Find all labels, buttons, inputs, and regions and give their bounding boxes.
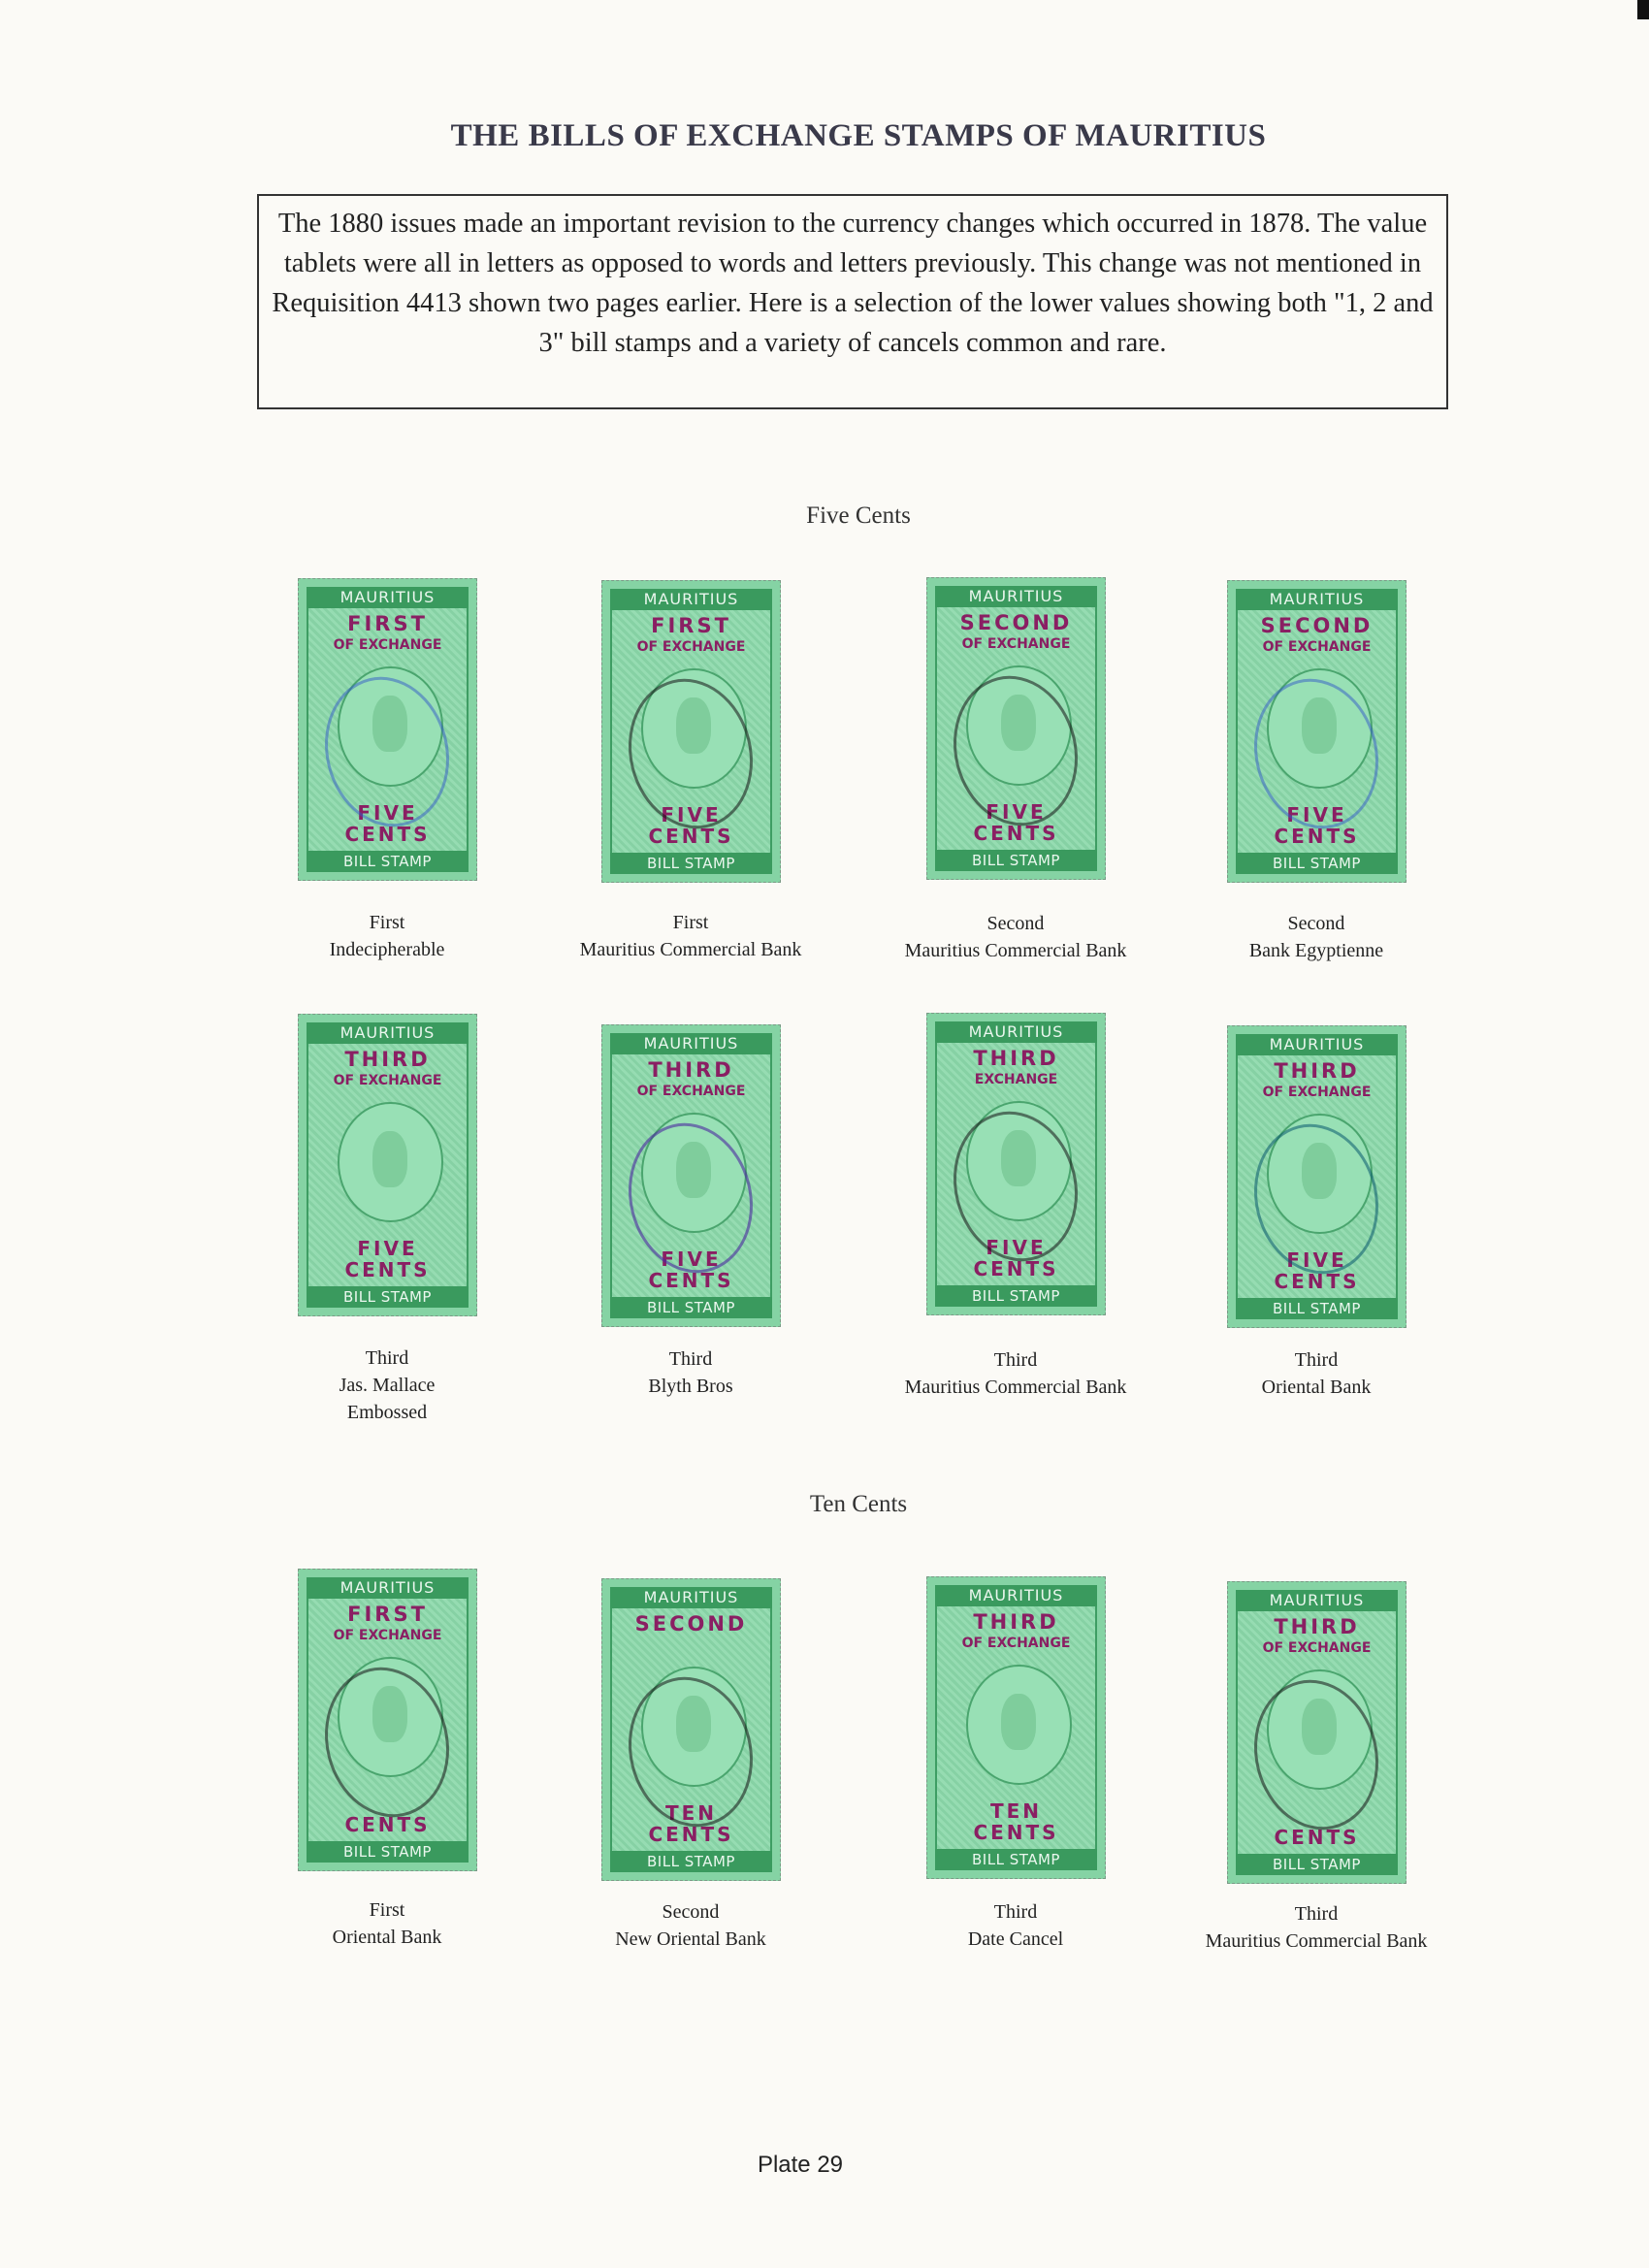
stamp-caption [1171,910,1462,964]
stamp-exchange-text: OF EXCHANGE [1262,639,1372,655]
stamp-bill-stamp-tab: BILL STAMP [1236,1298,1398,1319]
stamp-exchange-text: EXCHANGE [974,1072,1058,1087]
caption-line: Mauritius Commercial Bank [904,1377,1127,1398]
stamp-exchange-text: OF EXCHANGE [961,1636,1071,1651]
caption-line: Oriental Bank [1261,1377,1372,1398]
caption-line: Second [662,1901,720,1923]
stamp-value-line: TEN [664,1801,718,1825]
stamp-bill-stamp-tab: BILL STAMP [307,1286,469,1308]
bill-stamp [601,580,781,883]
stamp-value-line: CENTS [973,822,1059,845]
caption-line: Third [365,1347,409,1369]
stamp-exchange-text: OF EXCHANGE [961,636,1071,652]
bill-stamp [1227,1025,1406,1328]
stamp-value-line: CENTS [648,825,734,848]
caption-line: Third [1294,1903,1339,1925]
queen-victoria-portrait-icon [338,1102,443,1222]
stamp-country-tab: MAURITIUS [1236,1590,1398,1611]
stamp-value-line: CENTS [648,1823,734,1846]
stamp-value-line: FIVE [986,1236,1047,1259]
stamp-value-line: FIVE [661,1247,722,1271]
caption-line: Mauritius Commercial Bank [904,940,1127,961]
stamp-caption [242,1345,533,1426]
caption-line: Third [993,1901,1038,1923]
stamp-caption [242,909,533,963]
caption-line: Second [1287,913,1345,934]
stamp-bill-stamp-tab: BILL STAMP [935,850,1097,871]
stamp-exchange-text: OF EXCHANGE [636,1084,746,1099]
bill-stamp [926,577,1106,880]
stamp-bill-stamp-tab: BILL STAMP [610,1851,772,1872]
stamp-ordinal: FIRST [347,612,428,635]
bill-stamp [298,1014,477,1316]
stamp-caption [545,1898,836,1953]
caption-line: Mauritius Commercial Bank [1205,1930,1428,1952]
bill-stamp [926,1576,1106,1879]
bill-stamp [601,1578,781,1881]
stamp-caption [1171,1346,1462,1401]
stamp-ordinal: SECOND [1260,614,1374,637]
stamp-exchange-text: OF EXCHANGE [636,639,746,655]
stamp-value-tablet [299,1238,476,1280]
stamp-caption [870,1346,1161,1401]
stamp-value-line: CENTS [1274,1826,1360,1849]
stamp-bill-stamp-tab: BILL STAMP [935,1285,1097,1307]
stamp-caption [545,1345,836,1400]
stamp-value-line: CENTS [973,1257,1059,1280]
stamp-value-line: FIVE [986,800,1047,824]
stamp-value-line: FIVE [357,801,418,825]
stamp-country-tab: MAURITIUS [307,1577,469,1599]
stamp-bill-stamp-tab: BILL STAMP [307,851,469,872]
stamp-caption [242,1896,533,1951]
stamp-value-line: CENTS [344,1813,431,1836]
stamp-value-tablet [927,1800,1105,1843]
stamp-value-line: CENTS [648,1269,734,1292]
caption-line: Mauritius Commercial Bank [579,939,802,960]
stamp-value-line: CENTS [1274,1270,1360,1293]
scan-edge-mark [1637,0,1649,19]
caption-line: New Oriental Bank [615,1928,766,1950]
caption-line: First [369,912,405,933]
stamp-ordinal: SECOND [959,611,1073,634]
stamp-caption [1171,1900,1462,1955]
caption-line: First [672,912,709,933]
caption-line: Second [986,913,1045,934]
caption-line: Embossed [346,1402,428,1423]
queen-victoria-portrait-icon [966,1665,1072,1785]
stamp-ordinal: THIRD [973,1047,1059,1070]
stamp-country-tab: MAURITIUS [935,1021,1097,1043]
stamp-value-tablet [1228,1827,1406,1848]
stamp-exchange-text: OF EXCHANGE [333,637,442,653]
stamp-caption [870,910,1161,964]
stamp-ordinal: THIRD [973,1610,1059,1634]
stamp-ordinal: THIRD [648,1058,734,1082]
caption-line: Third [993,1349,1038,1371]
caption-line: Oriental Bank [332,1927,442,1948]
stamp-value-tablet [299,1814,476,1835]
bill-stamp [1227,580,1406,883]
stamp-exchange-text: OF EXCHANGE [333,1628,442,1643]
bill-stamp [601,1024,781,1327]
stamp-ordinal: THIRD [1274,1059,1360,1083]
stamp-bill-stamp-tab: BILL STAMP [935,1849,1097,1870]
bill-stamp [298,578,477,881]
stamp-bill-stamp-tab: BILL STAMP [307,1841,469,1863]
stamp-bill-stamp-tab: BILL STAMP [1236,1854,1398,1875]
stamp-exchange-text: OF EXCHANGE [1262,1085,1372,1100]
caption-line: Jas. Mallace [339,1375,436,1396]
stamp-ordinal: SECOND [634,1612,748,1636]
stamp-value-line: FIVE [1286,803,1347,826]
stamp-ordinal: THIRD [1274,1615,1360,1638]
stamp-ordinal: FIRST [347,1603,428,1626]
stamp-exchange-text: OF EXCHANGE [1262,1640,1372,1656]
caption-line: Indecipherable [329,939,445,960]
stamp-value-line: FIVE [357,1237,418,1260]
stamp-value-line: FIVE [661,803,722,826]
stamp-ordinal: THIRD [344,1048,431,1071]
stamp-value-line: FIVE [1286,1248,1347,1272]
plate-number: Plate 29 [757,2152,844,2178]
section-heading-five-cents: Five Cents [806,502,911,529]
caption-line: Third [1294,1349,1339,1371]
caption-line: First [369,1899,405,1921]
caption-line: Third [668,1348,713,1370]
stamp-caption [545,909,836,963]
stamp-country-tab: MAURITIUS [610,1587,772,1608]
stamp-country-tab: MAURITIUS [1236,1034,1398,1055]
stamp-value-line: CENTS [344,823,431,846]
stamp-ordinal: FIRST [651,614,731,637]
stamp-country-tab: MAURITIUS [935,1585,1097,1606]
stamp-country-tab: MAURITIUS [307,1022,469,1044]
stamp-country-tab: MAURITIUS [610,1033,772,1054]
caption-line: Date Cancel [967,1928,1064,1950]
stamp-exchange-text: OF EXCHANGE [333,1073,442,1088]
stamp-bill-stamp-tab: BILL STAMP [610,1297,772,1318]
intro-text-box: The 1880 issues made an important revision to the currency changes which occurred in 1878. The value tablets were all in letters as opposed to words and letters previously. This change was not mentioned in Requisition 4413 shown two pages earlier. Here is a selection of the lower values showing both "1, 2 and 3" bill stamps and a variety of cancels common and rare. [257,194,1448,409]
stamp-country-tab: MAURITIUS [610,589,772,610]
bill-stamp [1227,1581,1406,1884]
stamp-country-tab: MAURITIUS [307,587,469,608]
stamp-value-line: CENTS [973,1821,1059,1844]
stamp-value-line: CENTS [344,1258,431,1281]
section-heading-ten-cents: Ten Cents [809,1491,908,1517]
caption-line: Bank Egyptienne [1248,940,1384,961]
page-title: THE BILLS OF EXCHANGE STAMPS OF MAURITIUS [450,118,1267,153]
stamp-caption [870,1898,1161,1953]
bill-stamp [926,1013,1106,1315]
stamp-value-line: TEN [989,1799,1043,1823]
stamp-country-tab: MAURITIUS [1236,589,1398,610]
bill-stamp [298,1569,477,1871]
stamp-value-line: CENTS [1274,825,1360,848]
stamp-country-tab: MAURITIUS [935,586,1097,607]
stamp-bill-stamp-tab: BILL STAMP [1236,853,1398,874]
caption-line: Blyth Bros [648,1376,733,1397]
stamp-bill-stamp-tab: BILL STAMP [610,853,772,874]
